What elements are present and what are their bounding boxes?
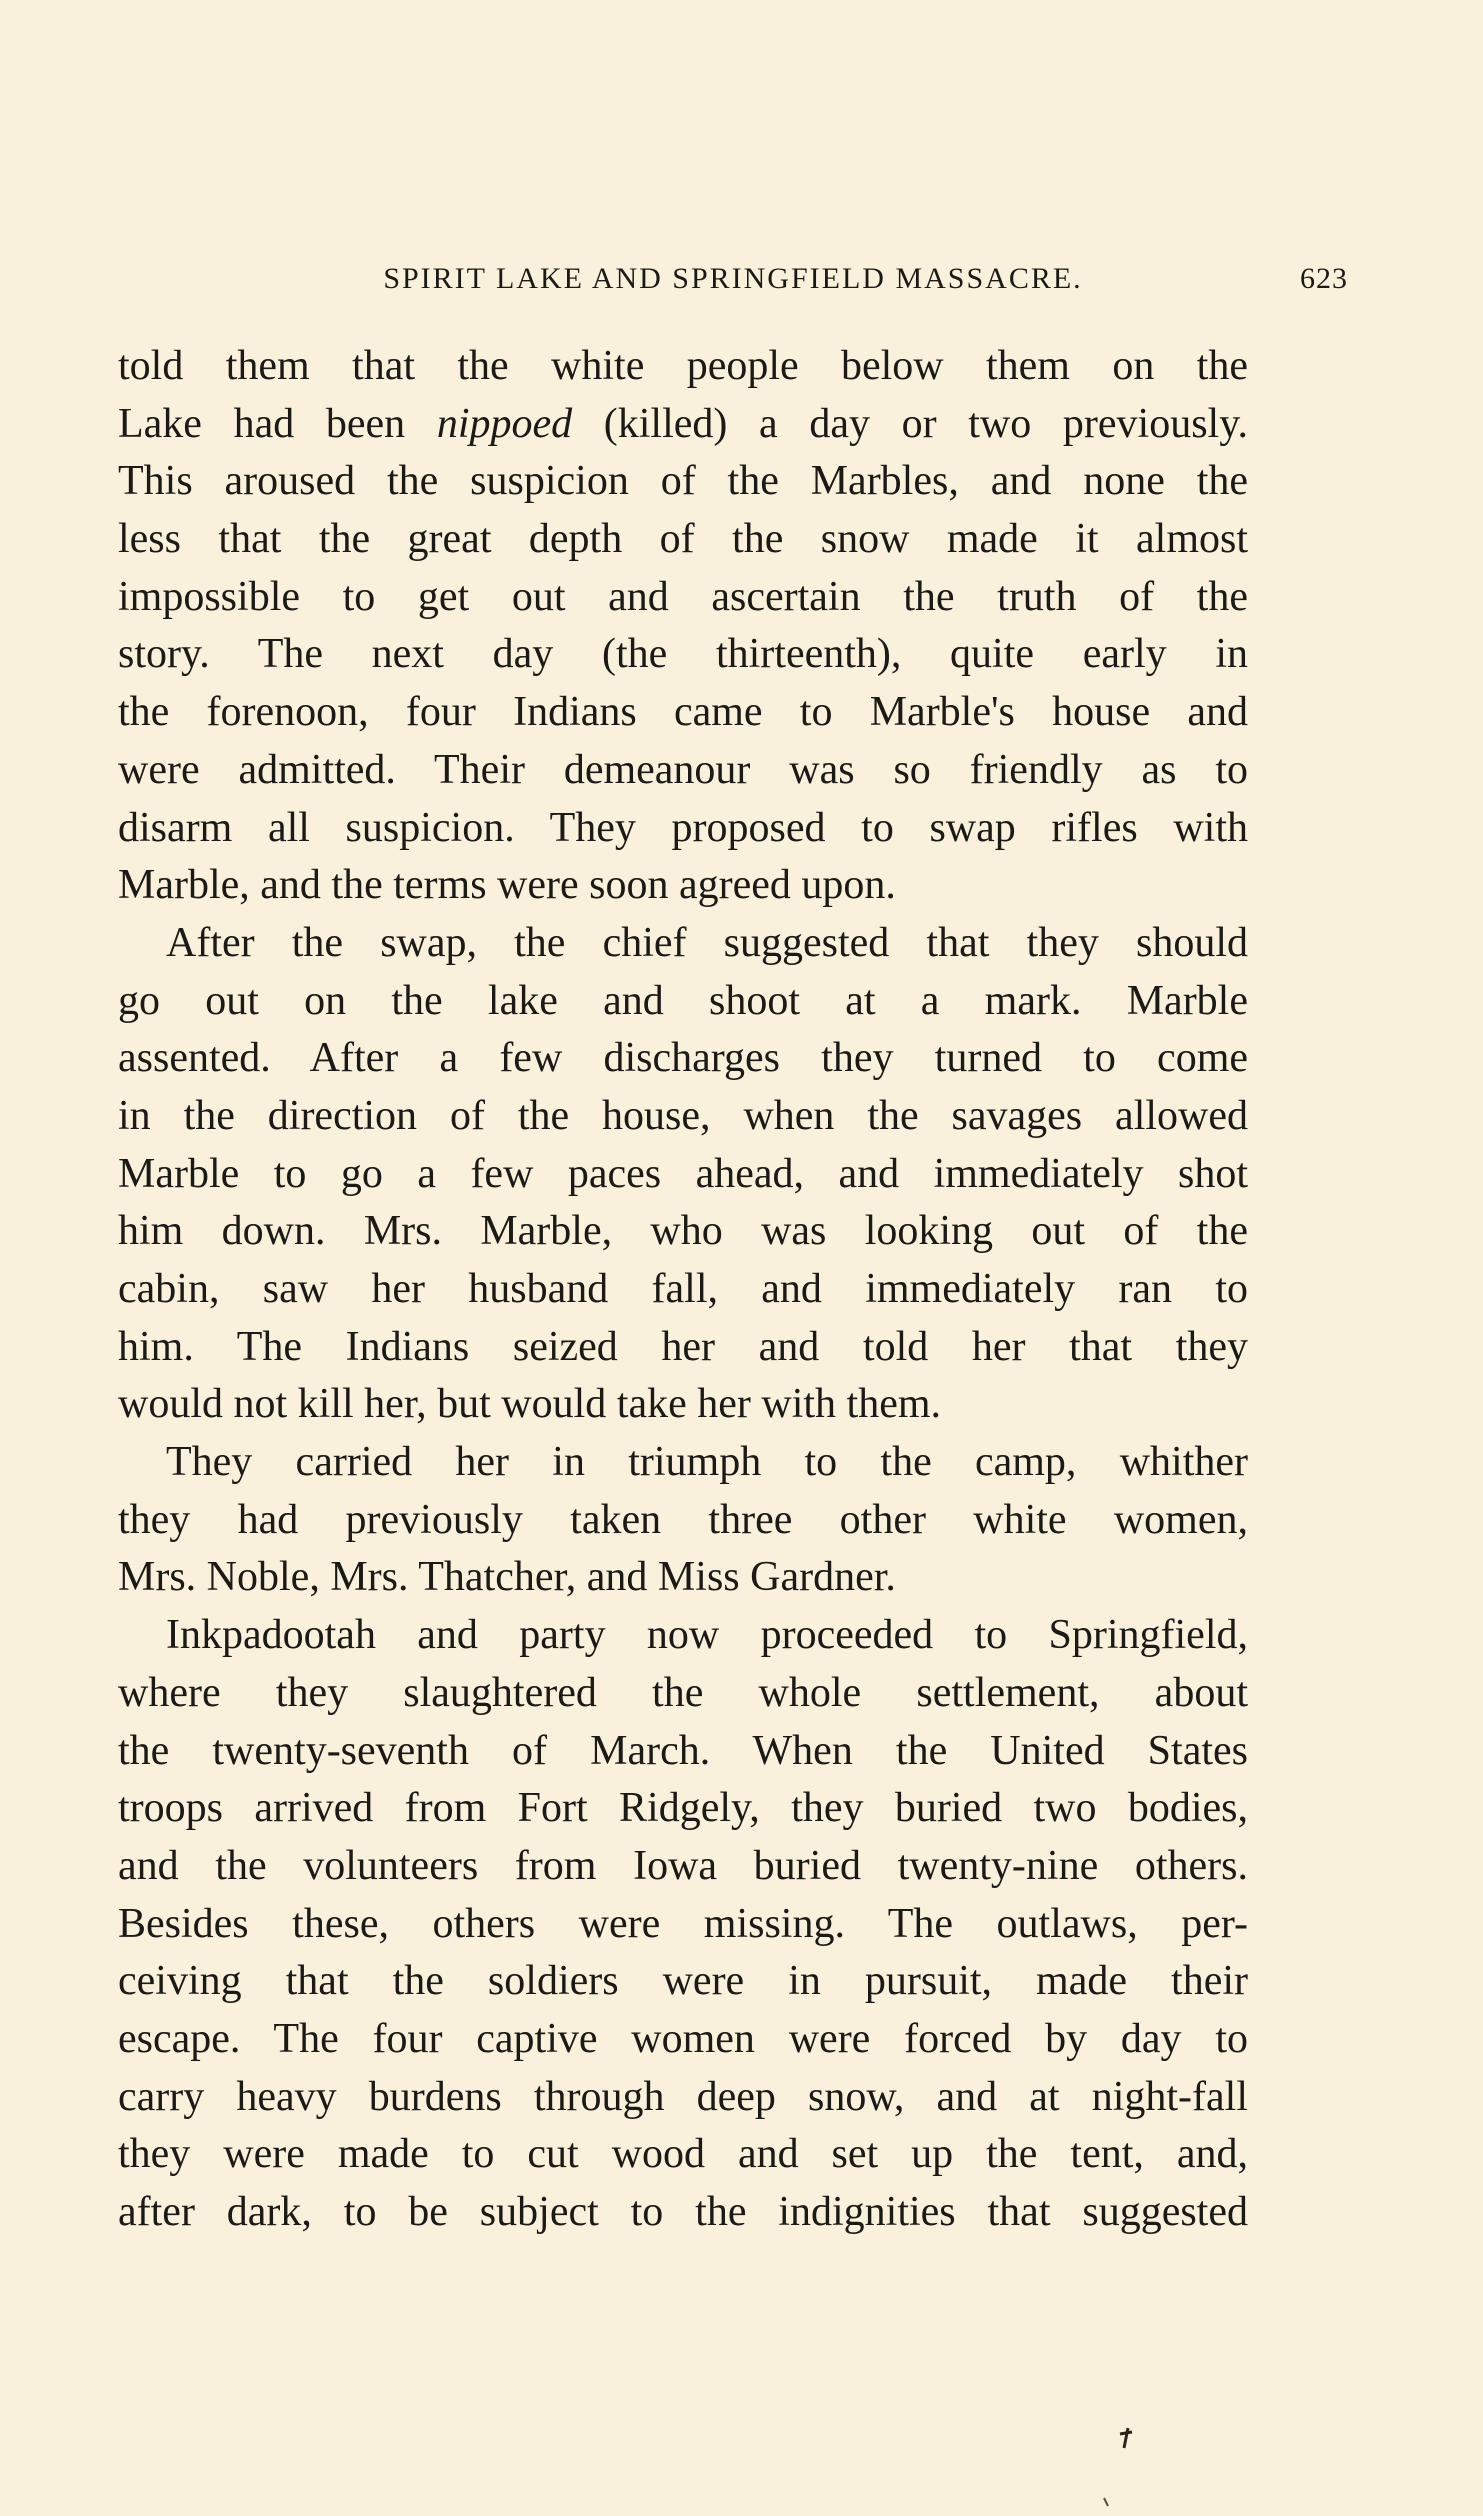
text-line: where they slaughtered the whole settlement, about bbox=[118, 1669, 1248, 1716]
text-line: go out on the lake and shoot at a mark. Marble bbox=[118, 977, 1248, 1024]
text-line: him down. Mrs. Marble, who was looking out of the bbox=[118, 1208, 1248, 1255]
text-line: Mrs. Noble, Mrs. Thatcher, and Miss Gardner. bbox=[118, 1554, 896, 1601]
text-line: they had previously taken three other white women, bbox=[118, 1496, 1248, 1543]
text-line: cabin, saw her husband fall, and immediately ran to bbox=[118, 1266, 1248, 1312]
text-line: carry heavy burdens through deep snow, and at night-fall bbox=[118, 2073, 1248, 2120]
text-line: ceiving that the soldiers were in pursuit, made their bbox=[118, 1958, 1248, 2005]
text-line: him. The Indians seized her and told her that they bbox=[118, 1323, 1248, 1370]
text-line: Marble to go a few paces ahead, and immediately shot bbox=[118, 1150, 1248, 1197]
text-line: they were made to cut wood and set up the tent, and, bbox=[118, 2131, 1248, 2178]
text-line: Besides these, others were missing. The outlaws, per- bbox=[118, 1900, 1248, 1947]
ink-speck bbox=[1120, 2428, 1132, 2448]
text-line: in the direction of the house, when the savages allowed bbox=[118, 1092, 1248, 1139]
page-number: 623 bbox=[1300, 262, 1348, 295]
paragraph-first-line: After the swap, the chief suggested that they should bbox=[166, 919, 1248, 966]
text-line: Lake had been nippoed (killed) a day or two previously. bbox=[118, 400, 1248, 447]
text-line: the twenty-seventh of March. When the United States bbox=[118, 1727, 1248, 1774]
text-line: the forenoon, four Indians came to Marble's house and bbox=[118, 689, 1248, 736]
text-line: would not kill her, but would take her with them. bbox=[118, 1381, 942, 1428]
paragraph-first-line: They carried her in triumph to the camp, whither bbox=[166, 1439, 1248, 1486]
ink-speck bbox=[1104, 2498, 1108, 2506]
text-line: impossible to get out and ascertain the truth of the bbox=[118, 573, 1248, 620]
text-line: Marble, and the terms were soon agreed upon. bbox=[118, 862, 896, 909]
text-line: disarm all suspicion. They proposed to swap rifles with bbox=[118, 804, 1248, 851]
text-line: after dark, to be subject to the indignities that suggested bbox=[118, 2189, 1248, 2235]
paragraph-first-line: Inkpadootah and party now proceeded to Springfield, bbox=[166, 1612, 1248, 1659]
text-line: This aroused the suspicion of the Marbles, and none the bbox=[118, 458, 1248, 505]
running-title: SPIRIT LAKE AND SPRINGFIELD MASSACRE. bbox=[383, 262, 1083, 295]
text-line: assented. After a few discharges they turned to come bbox=[118, 1035, 1248, 1082]
text-line: were admitted. Their demeanour was so friendly as to bbox=[118, 746, 1248, 793]
italic-word: nippoed bbox=[436, 400, 573, 447]
text-line: escape. The four captive women were forced by day to bbox=[118, 2015, 1248, 2062]
text-line: story. The next day (the thirteenth), quite early in bbox=[118, 631, 1248, 678]
text-line: told them that the white people below them on the bbox=[118, 343, 1248, 389]
text-line: less that the great depth of the snow made it almost bbox=[118, 516, 1248, 563]
text-line: and the volunteers from Iowa buried twenty-nine others. bbox=[118, 1842, 1248, 1889]
text-line: troops arrived from Fort Ridgely, they buried two bodies, bbox=[118, 1785, 1248, 1832]
